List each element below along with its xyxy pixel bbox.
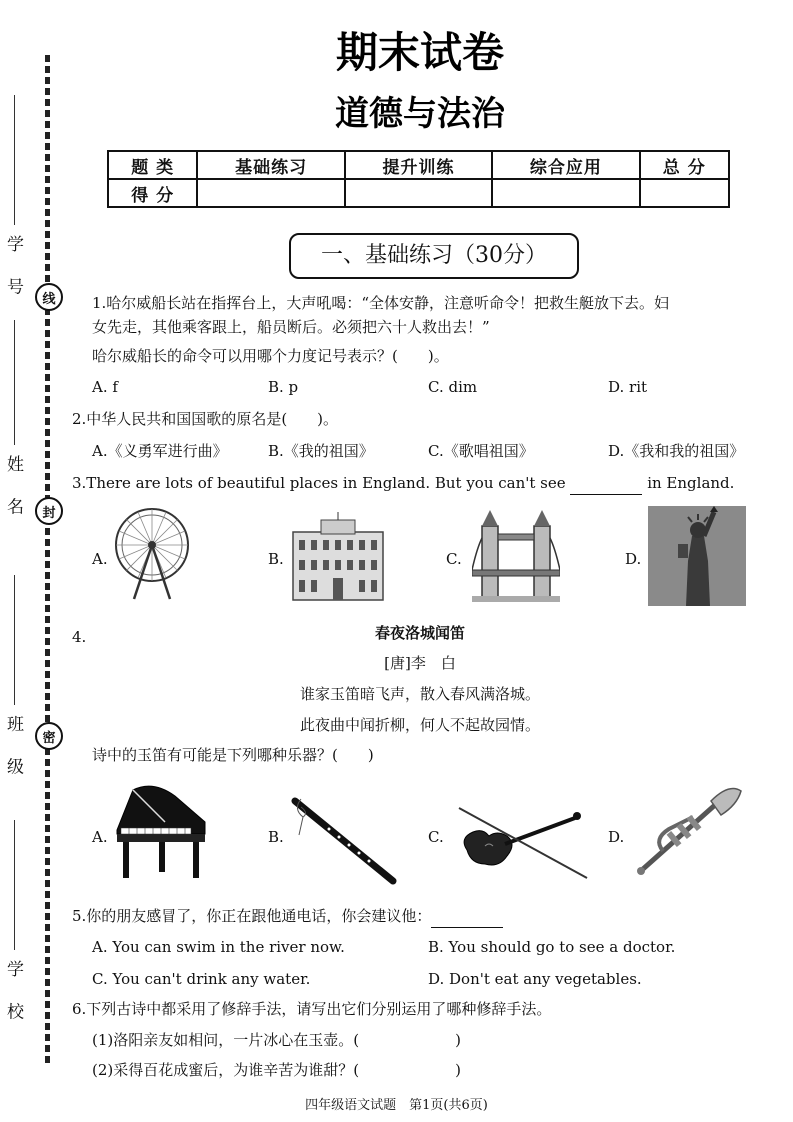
q6-question: 6.下列古诗中都采用了修辞手法，请写出它们分别运用了哪种修辞手法。 (72, 1000, 552, 1018)
q6-item-1-answer[interactable] (359, 1029, 455, 1051)
poem-line-1: 谁家玉笛暗飞声，散入春风满洛城。 (299, 685, 540, 703)
violin-image[interactable] (455, 798, 590, 880)
q4-number: 4. (72, 628, 87, 646)
q3-text-after: in England. (647, 474, 735, 492)
tower-bridge-image[interactable] (472, 508, 560, 604)
score-table-score-row (108, 179, 729, 207)
q2-question: 2.中华人民共和国国歌的原名是( )。 (72, 410, 339, 428)
score-input-cell[interactable] (640, 179, 729, 207)
score-table (107, 150, 730, 208)
seal-seal-mark: 封 (35, 497, 63, 525)
q3-option-d[interactable]: D. (625, 550, 642, 568)
score-cell: 基础练习 (197, 151, 344, 179)
q3-question (72, 472, 734, 495)
q1-option-c[interactable]: C. dim (428, 378, 478, 396)
score-cell: 总 分 (640, 151, 729, 179)
q6-item-2-text: (2)采得百花成蜜后，为谁辛苦为谁甜？( (92, 1061, 360, 1079)
score-input-cell[interactable] (197, 179, 344, 207)
student-number-label: 学 号 (3, 235, 23, 305)
q3-text-before: 3.There are lots of beautiful places in England. But you can't see (72, 474, 566, 492)
q5-option-c[interactable]: C. You can't drink any water. (92, 970, 311, 988)
q5-question-line (72, 905, 503, 928)
score-input-cell[interactable] (345, 179, 492, 207)
q3-option-c[interactable]: C. (446, 550, 462, 568)
q1-option-a[interactable]: A. f (92, 378, 118, 396)
q2-option-d[interactable]: D.《我和我的祖国》 (608, 442, 745, 460)
q2-option-b[interactable]: B.《我的祖国》 (268, 442, 374, 460)
q6-item-2-answer[interactable] (359, 1059, 455, 1081)
exam-title: 期末试卷 (335, 28, 504, 77)
q6-item-2 (92, 1059, 461, 1081)
score-cell: 题 类 (108, 151, 197, 179)
score-table-header-row (108, 151, 729, 179)
name-label: 姓 名 (3, 455, 23, 525)
q6-item-1-text: (1)洛阳亲友如相问，一片冰心在玉壶。( (92, 1031, 360, 1049)
q5-question: 5.你的朋友感冒了，你正在跟他通电话，你会建议他： (72, 907, 432, 925)
poem-line-2: 此夜曲中闻折柳，何人不起故园情。 (299, 716, 540, 734)
school-label: 学 校 (3, 960, 23, 1030)
poem-title: 春夜洛城闻笛 (374, 624, 465, 642)
q5-option-a[interactable]: A. You can swim in the river now. (92, 938, 345, 956)
q5-option-b[interactable]: B. You should go to see a doctor. (428, 938, 676, 956)
q3-option-a[interactable]: A. (92, 550, 108, 568)
q4-option-b[interactable]: B. (268, 828, 284, 846)
q1-option-b[interactable]: B. p (268, 378, 299, 396)
q5-answer-blank[interactable] (431, 905, 503, 928)
q3-option-b[interactable]: B. (268, 550, 284, 568)
q1-line1: 1.哈尔威船长站在指挥台上，大声吼喝：“全体安静，注意听命令！把救生艇放下去。妇 (92, 294, 669, 312)
q2-option-a[interactable]: A.《义勇军进行曲》 (92, 442, 228, 460)
score-input-cell[interactable] (492, 179, 639, 207)
q4-option-d[interactable]: D. (608, 828, 625, 846)
palace-image[interactable] (291, 512, 385, 602)
score-cell: 提升训练 (345, 151, 492, 179)
poem-author: [唐]李 白 (384, 654, 456, 672)
q1-question: 哈尔威船长的命令可以用哪个力度记号表示？( )。 (92, 347, 449, 365)
name-blank[interactable] (14, 320, 15, 445)
q6-item-2-close: ) (455, 1061, 461, 1079)
q1-line2: 女先走，其他乘客跟上，船员断后。必须把六十人救出去！” (92, 318, 490, 336)
score-cell: 得 分 (108, 179, 197, 207)
school-blank[interactable] (14, 820, 15, 950)
q4-question: 诗中的玉笛有可能是下列哪种乐器？( ) (92, 746, 374, 764)
q6-item-1-close: ) (455, 1031, 461, 1049)
score-cell: 综合应用 (492, 151, 639, 179)
statue-of-liberty-image[interactable] (648, 506, 746, 606)
binding-dashed-line (45, 55, 50, 1063)
q4-option-a[interactable]: A. (92, 828, 108, 846)
q1-option-d[interactable]: D. rit (608, 378, 648, 396)
seal-line-mark: 线 (35, 283, 63, 311)
q3-answer-blank[interactable] (570, 472, 642, 495)
class-label: 班 级 (3, 715, 23, 785)
q4-option-c[interactable]: C. (428, 828, 444, 846)
section-title: 一、基础练习（30分） (289, 233, 579, 279)
seal-secret-mark: 密 (35, 722, 63, 750)
q6-item-1 (92, 1029, 461, 1051)
page-footer: 四年级语文试题 第1页(共6页) (305, 1098, 488, 1113)
class-blank[interactable] (14, 575, 15, 705)
flute-image[interactable] (289, 795, 401, 887)
q2-option-c[interactable]: C.《歌唱祖国》 (428, 442, 534, 460)
trumpet-image[interactable] (633, 779, 745, 881)
q5-option-d[interactable]: D. Don't eat any vegetables. (428, 970, 642, 988)
ferris-wheel-image[interactable] (112, 503, 192, 601)
piano-image[interactable] (113, 782, 209, 882)
exam-subject: 道德与法治 (335, 94, 505, 134)
